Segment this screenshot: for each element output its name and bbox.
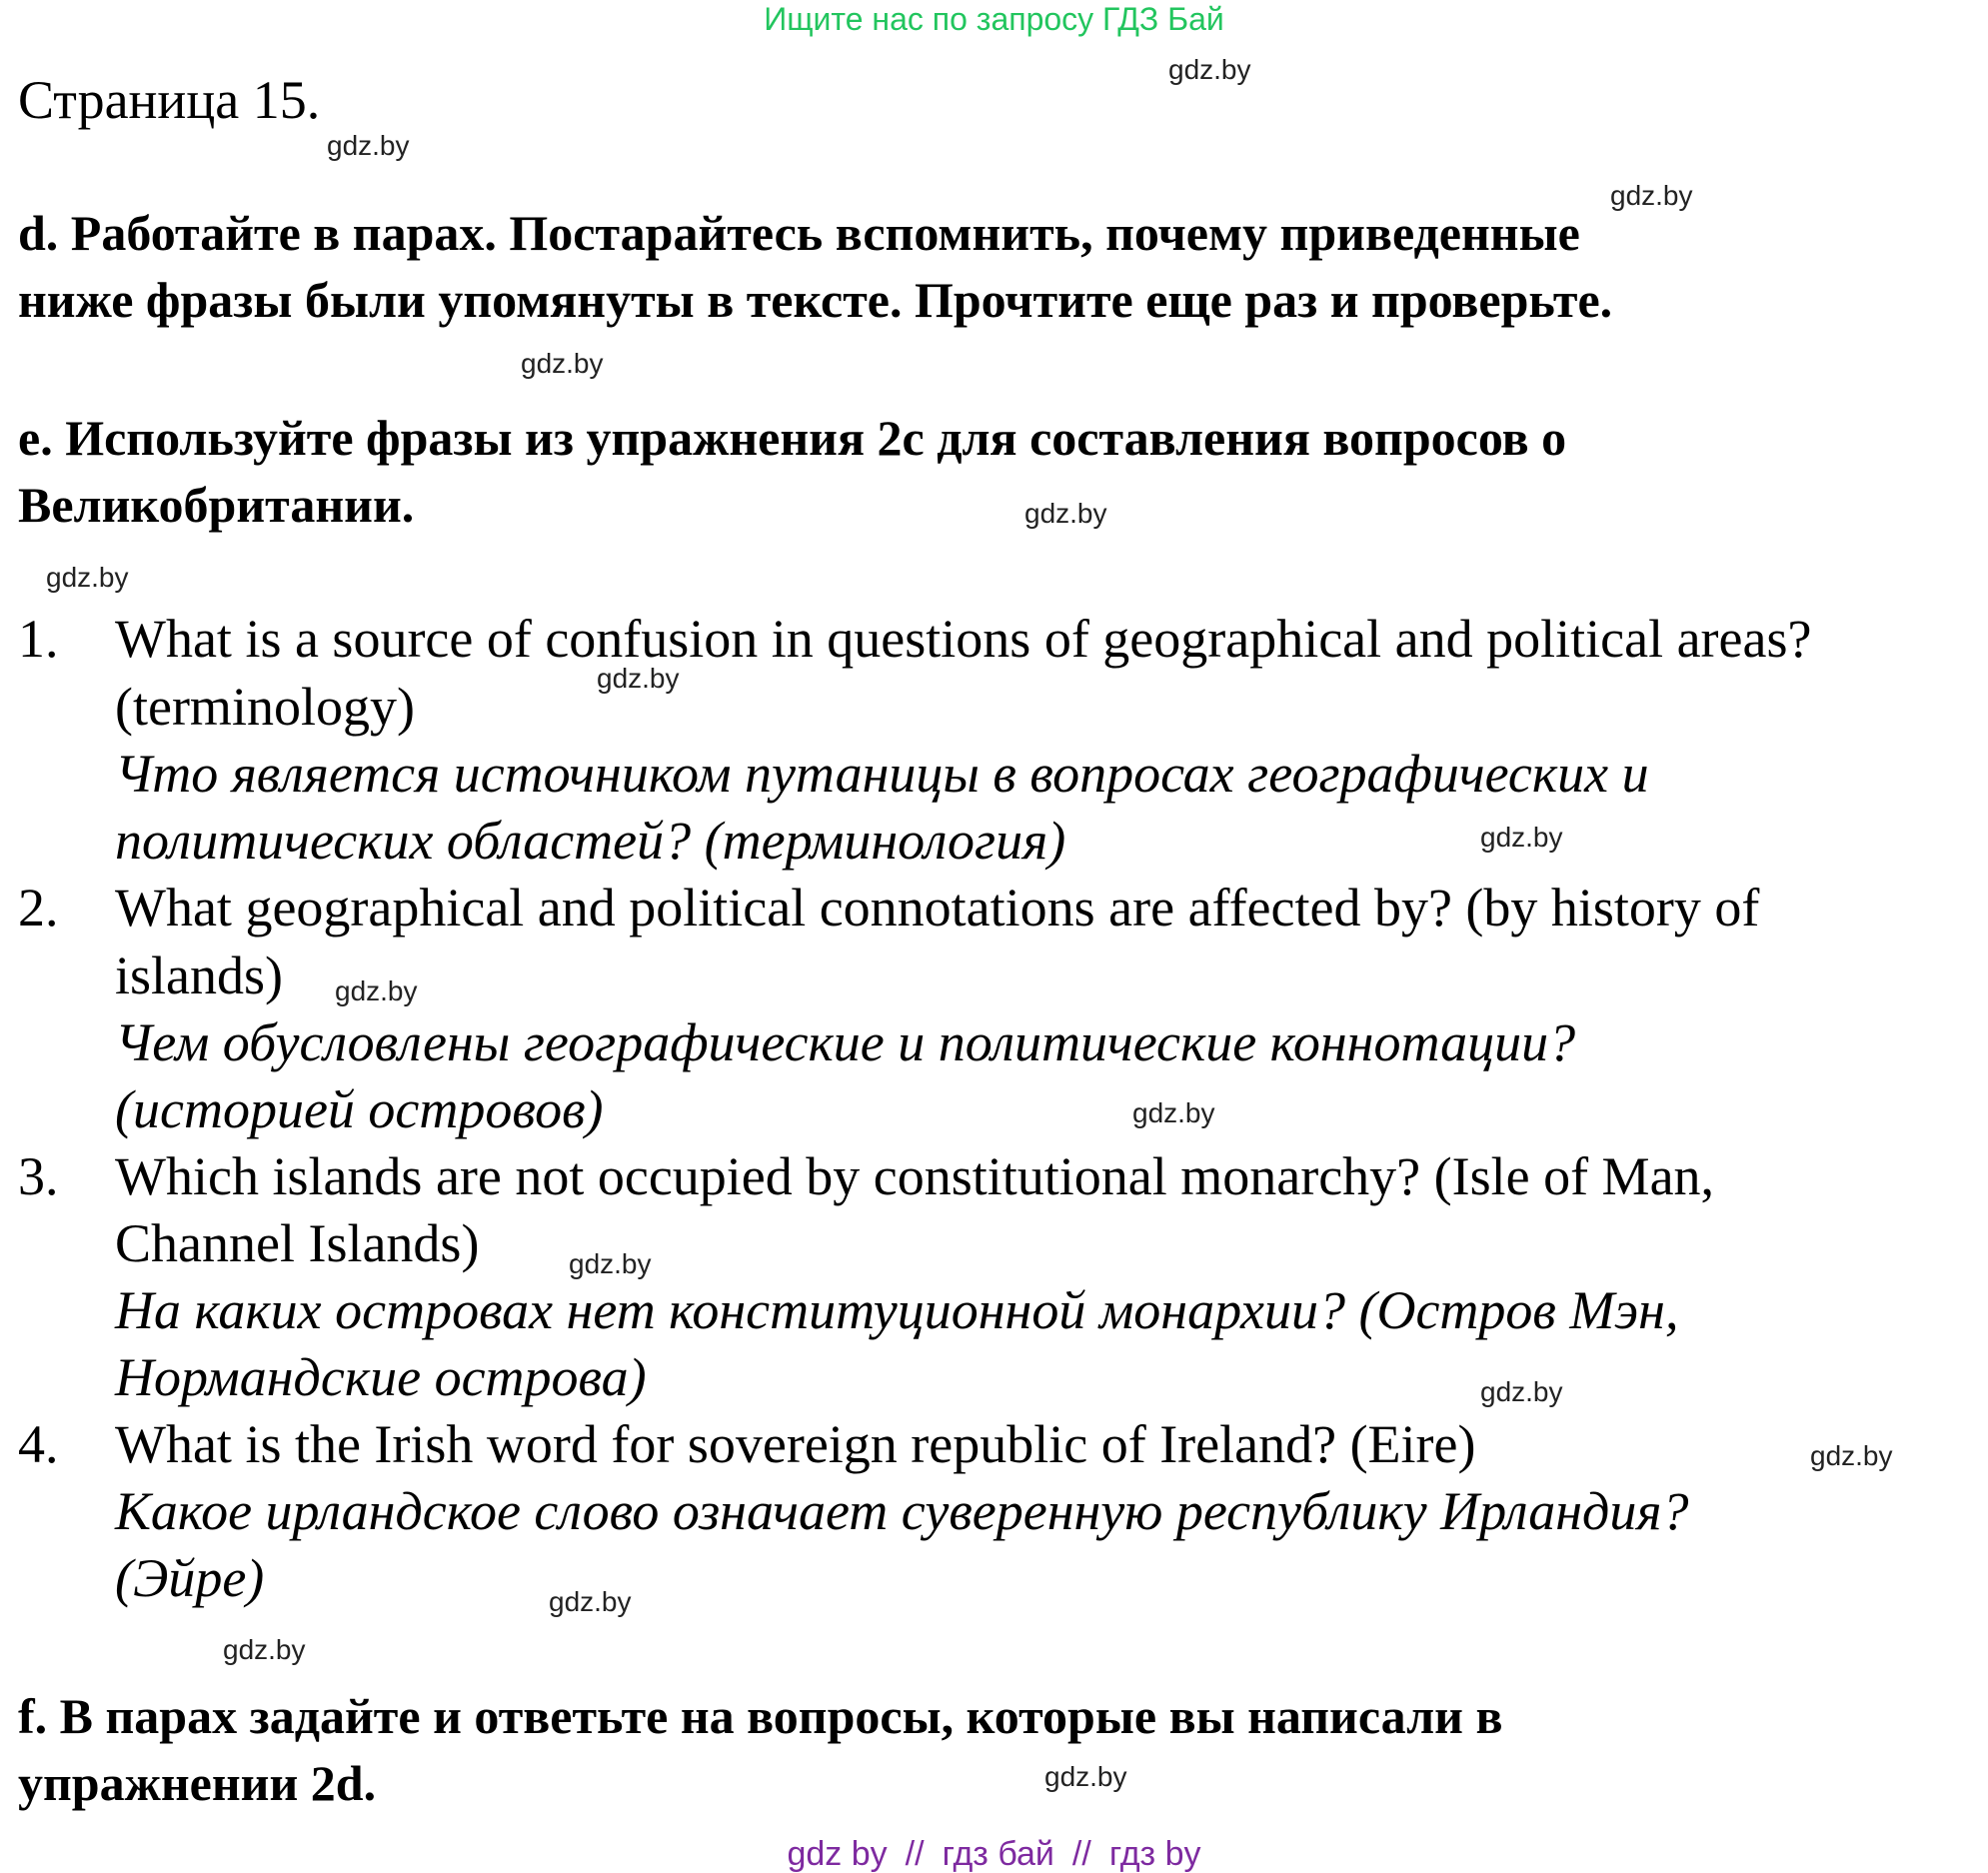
question-3-en-line-1: Which islands are not occupied by constitutional monarchy? (Isle of Man, bbox=[115, 1146, 1715, 1206]
watermark: gdz.by bbox=[597, 663, 680, 694]
question-2-number: 2. bbox=[18, 878, 59, 937]
question-1-number: 1. bbox=[18, 609, 59, 669]
question-3-ru-line-1: На каких островах нет конституционной монархии? (Остров Мэн, bbox=[115, 1280, 1679, 1340]
footer-separator: // bbox=[905, 1835, 925, 1873]
task-f-line-2: упражнении 2d. bbox=[18, 1755, 377, 1811]
question-2-en-line-2: islands) bbox=[115, 945, 283, 1005]
question-2-ru-line-1: Чем обусловлены географические и политические коннотации? bbox=[115, 1012, 1576, 1072]
task-d-line-1: d. Работайте в парах. Постарайтесь вспомнить, почему приведенные bbox=[18, 205, 1580, 261]
question-3-number: 3. bbox=[18, 1146, 59, 1206]
question-2-en-line-1: What geographical and political connotations are affected by? (by history of bbox=[115, 878, 1760, 937]
watermark: gdz.by bbox=[1024, 498, 1107, 529]
watermark: gdz.by bbox=[569, 1248, 652, 1279]
question-4-ru-line-1: Какое ирландское слово означает суверенную республику Ирландия? bbox=[115, 1481, 1689, 1541]
task-e-line-2: Великобритании. bbox=[18, 477, 415, 533]
task-d-line-2: ниже фразы были упомянуты в тексте. Прочтите еще раз и проверьте. bbox=[18, 272, 1613, 328]
question-4-number: 4. bbox=[18, 1414, 59, 1474]
question-1-ru-line-1: Что является источником путаницы в вопросах географических и bbox=[115, 744, 1649, 804]
question-3-en-line-2: Channel Islands) bbox=[115, 1213, 480, 1273]
footer-separator: // bbox=[1071, 1835, 1091, 1873]
question-3-ru-line-2: Нормандские острова) bbox=[115, 1347, 647, 1407]
question-1-en-line-2: (terminology) bbox=[115, 677, 415, 737]
question-2-ru-line-2: (историей островов) bbox=[115, 1079, 604, 1139]
watermark: gdz.by bbox=[1132, 1097, 1215, 1128]
footer-link-gdz-bai[interactable]: гдз бай bbox=[942, 1835, 1054, 1873]
watermark: gdz.by bbox=[46, 562, 129, 593]
question-4-ru-line-2: (Эйре) bbox=[115, 1548, 265, 1608]
watermark: gdz.by bbox=[521, 348, 604, 379]
footer-link-gdz-by-cyr[interactable]: гдз by bbox=[1108, 1835, 1201, 1873]
watermark: gdz.by bbox=[1810, 1440, 1893, 1471]
task-f-line-1: f. В парах задайте и ответьте на вопросы, которые вы написали в bbox=[18, 1688, 1503, 1744]
top-banner[interactable]: Ищите нас по запросу ГДЗ Бай bbox=[764, 1, 1224, 37]
page-title: Страница 15. bbox=[18, 70, 321, 130]
watermark: gdz.by bbox=[1480, 1376, 1563, 1407]
task-e-line-1: e. Используйте фразы из упражнения 2c для составления вопросов о bbox=[18, 410, 1567, 466]
footer-links bbox=[0, 1835, 1988, 1873]
question-1-ru-line-2: политических областей? (терминология) bbox=[115, 811, 1066, 871]
watermark: gdz.by bbox=[335, 975, 418, 1006]
watermark: gdz.by bbox=[1044, 1761, 1127, 1792]
question-4-en-line-1: What is the Irish word for sovereign republic of Ireland? (Eire) bbox=[115, 1414, 1476, 1474]
question-1-en-line-1: What is a source of confusion in questions of geographical and political areas? bbox=[115, 609, 1812, 669]
watermark: gdz.by bbox=[1610, 180, 1693, 211]
watermark: gdz.by bbox=[1480, 822, 1563, 853]
watermark: gdz.by bbox=[327, 130, 410, 161]
watermark: gdz.by bbox=[549, 1586, 632, 1617]
watermark: gdz.by bbox=[1168, 54, 1251, 85]
watermark: gdz.by bbox=[223, 1634, 306, 1665]
footer-link-gdz-by[interactable]: gdz by bbox=[787, 1835, 888, 1873]
